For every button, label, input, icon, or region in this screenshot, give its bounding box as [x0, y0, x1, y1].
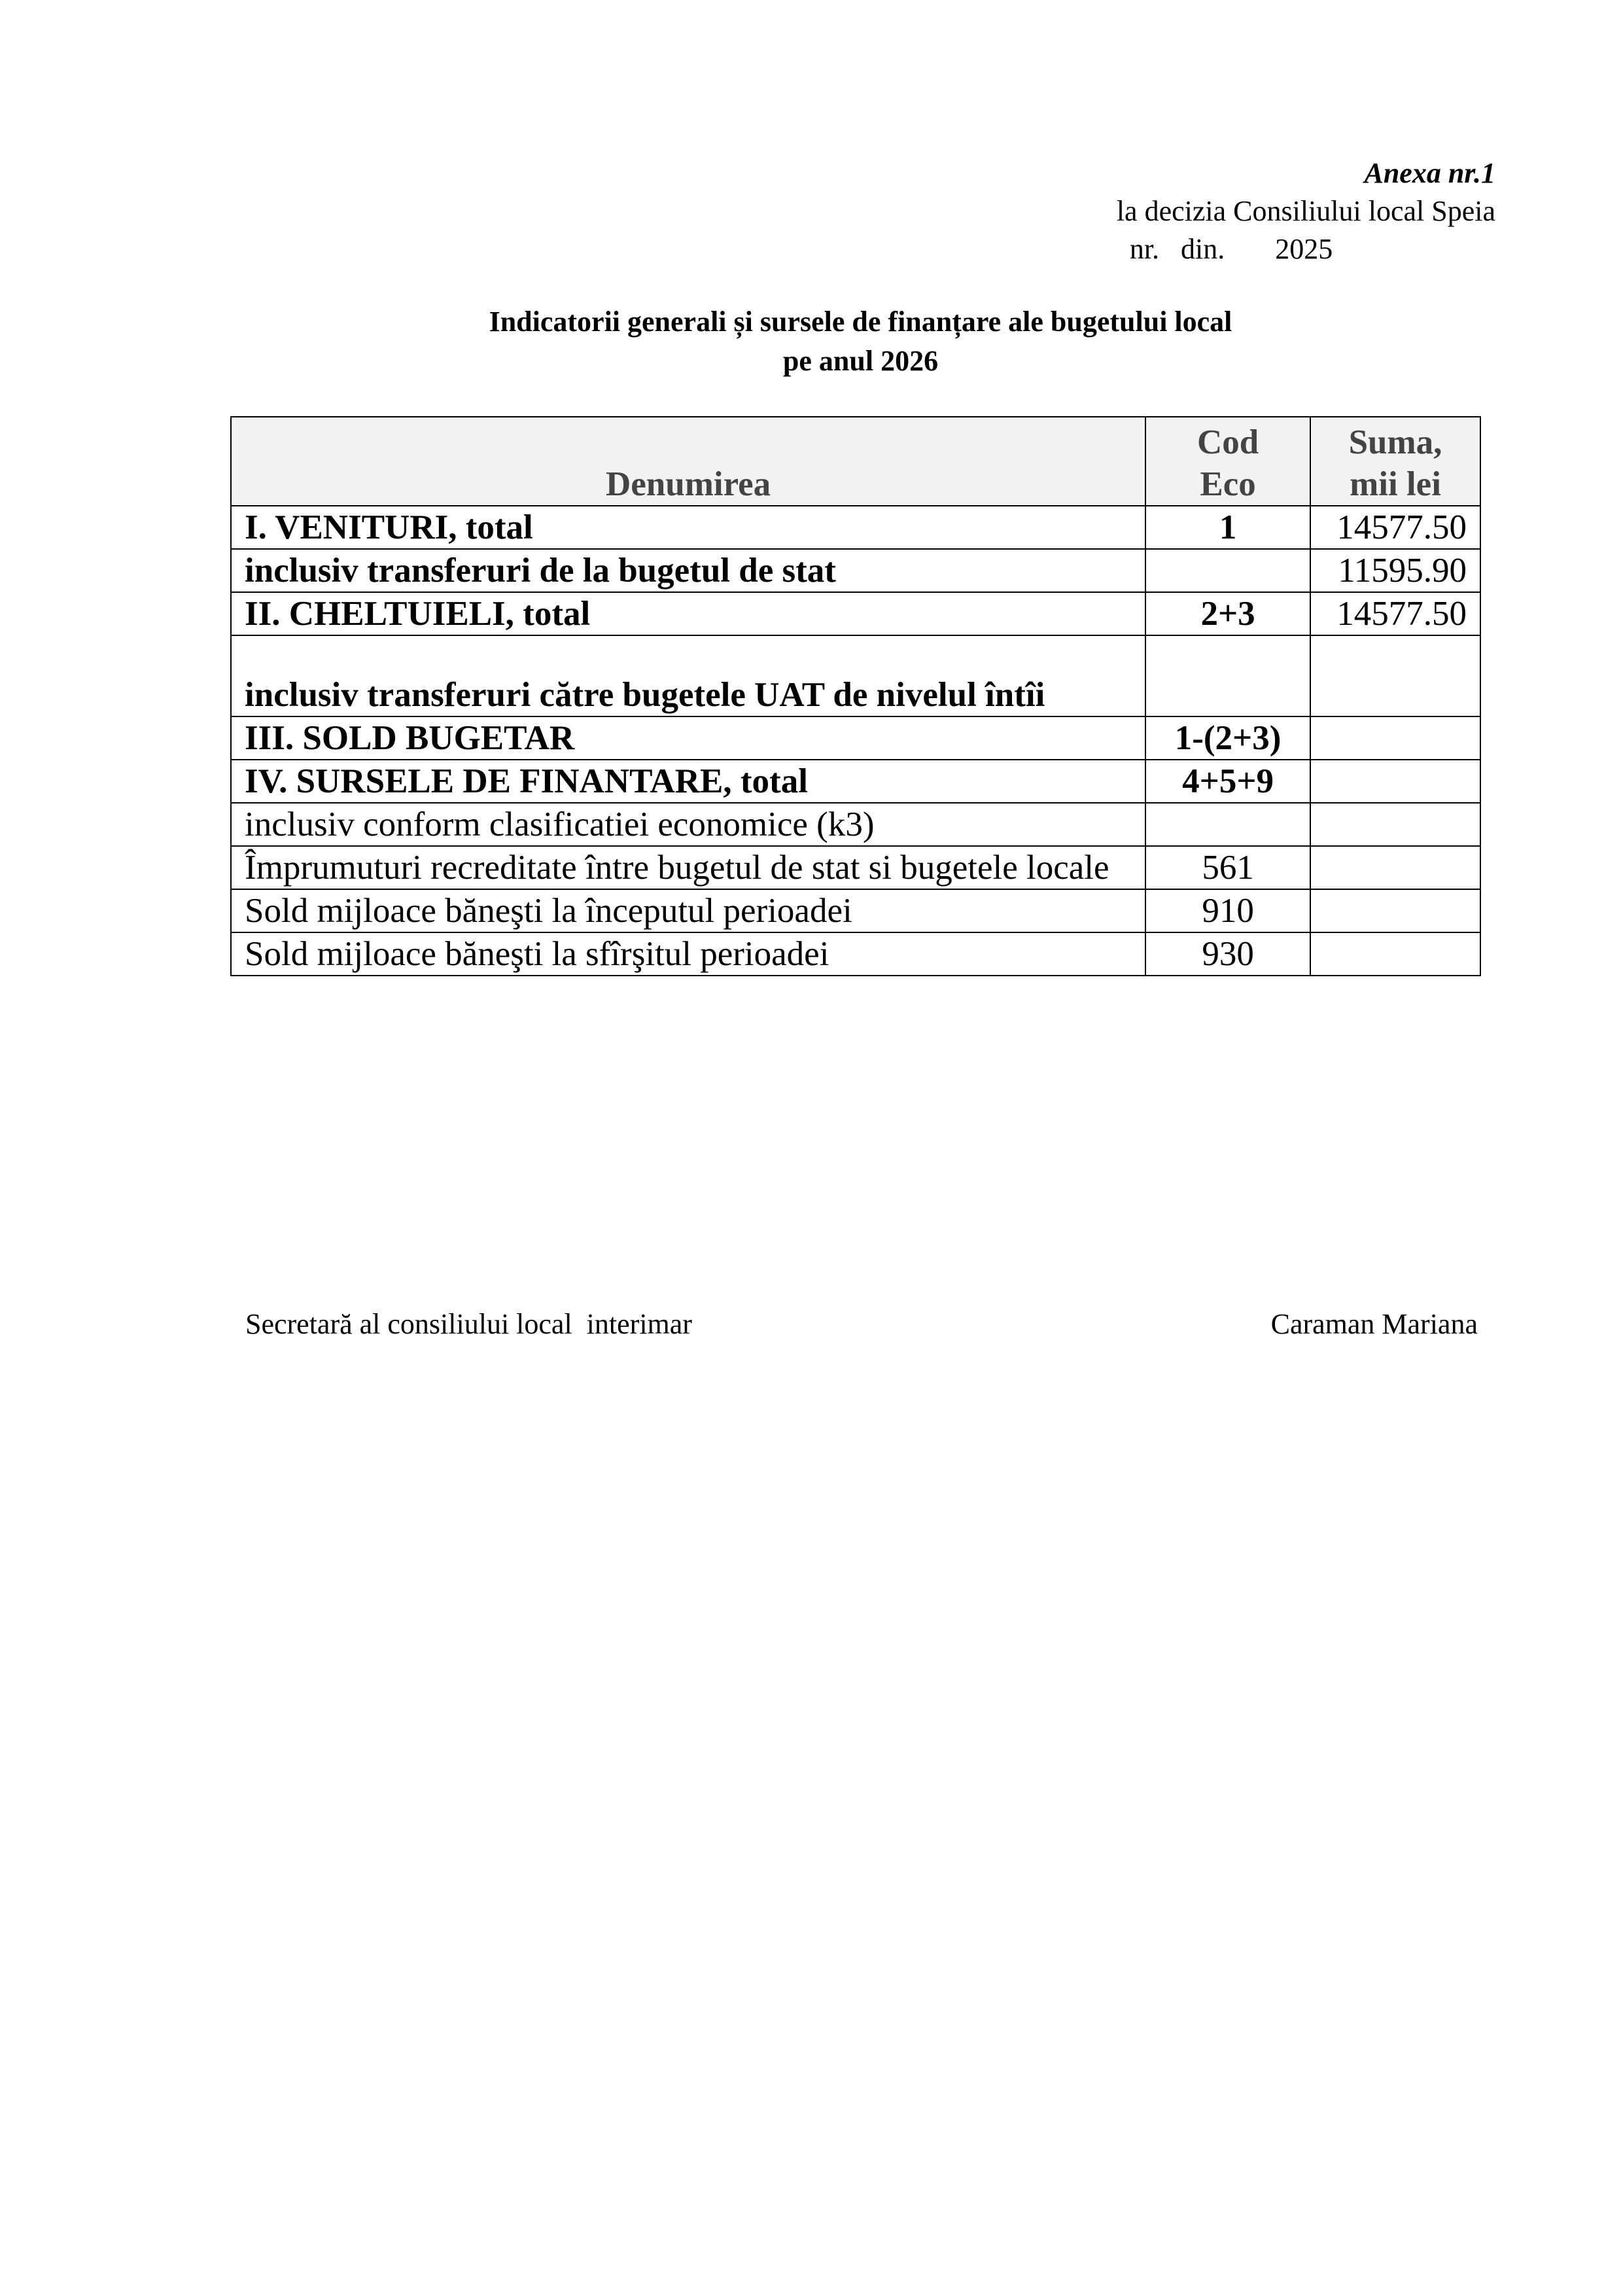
row-code [1145, 803, 1310, 846]
row-code: 561 [1145, 846, 1310, 889]
table-row [231, 635, 1480, 716]
header-name: Denumirea [231, 417, 1145, 506]
document-title-line1: Indicatorii generali și sursele de finanțare ale bugetului local [489, 306, 1232, 338]
row-code: 2+3 [1145, 592, 1310, 635]
signature-name: Caraman Mariana [1270, 1308, 1478, 1340]
document-title [0, 302, 1623, 381]
table-row [231, 889, 1480, 932]
table-row [231, 716, 1480, 760]
row-sum: 14577.50 [1310, 592, 1480, 635]
row-code: 910 [1145, 889, 1310, 932]
annex-decision-line: la decizia Consiliului local Speia [1116, 195, 1495, 227]
row-code: 930 [1145, 932, 1310, 976]
table-row [231, 549, 1480, 592]
row-sum [1310, 760, 1480, 803]
row-name: II. CHELTUIELI, total [231, 592, 1145, 635]
row-code [1145, 635, 1310, 716]
document-title-line2: pe anul 2026 [782, 345, 939, 377]
annex-title: Anexa nr.1 [1364, 157, 1495, 189]
row-sum: 14577.50 [1310, 506, 1480, 549]
annex-block [1117, 154, 1495, 268]
table-row [231, 846, 1480, 889]
row-code: 4+5+9 [1145, 760, 1310, 803]
row-sum [1310, 932, 1480, 976]
table-row [231, 803, 1480, 846]
row-sum [1310, 889, 1480, 932]
header-sum: Suma, mii lei [1310, 417, 1480, 506]
row-name: inclusiv transferuri de la bugetul de stat [231, 549, 1145, 592]
table-header-row [231, 417, 1480, 506]
signature-role: Secretară al consiliului local interimar [245, 1308, 692, 1340]
table-row [231, 932, 1480, 976]
budget-table [230, 416, 1481, 976]
row-sum: 11595.90 [1310, 549, 1480, 592]
row-name: inclusiv conform clasificatiei economice (k3) [231, 803, 1145, 846]
row-name: Sold mijloace băneşti la sfîrşitul perioadei [231, 932, 1145, 976]
header-code: Cod Eco [1145, 417, 1310, 506]
row-name: Sold mijloace băneşti la începutul perioadei [231, 889, 1145, 932]
row-name: Împrumuturi recreditate între bugetul de stat si bugetele locale [231, 846, 1145, 889]
row-code [1145, 549, 1310, 592]
row-name: I. VENITURI, total [231, 506, 1145, 549]
table-row [231, 592, 1480, 635]
row-sum [1310, 803, 1480, 846]
row-sum [1310, 716, 1480, 760]
annex-number-date-line: nr. din. 2025 [1129, 233, 1333, 265]
row-name: inclusiv transferuri către bugetele UAT de nivelul întîi [231, 635, 1145, 716]
row-name: III. SOLD BUGETAR [231, 716, 1145, 760]
row-code: 1-(2+3) [1145, 716, 1310, 760]
row-sum [1310, 635, 1480, 716]
row-sum [1310, 846, 1480, 889]
row-name: IV. SURSELE DE FINANTARE, total [231, 760, 1145, 803]
table-row [231, 506, 1480, 549]
table-row [231, 760, 1480, 803]
row-code: 1 [1145, 506, 1310, 549]
